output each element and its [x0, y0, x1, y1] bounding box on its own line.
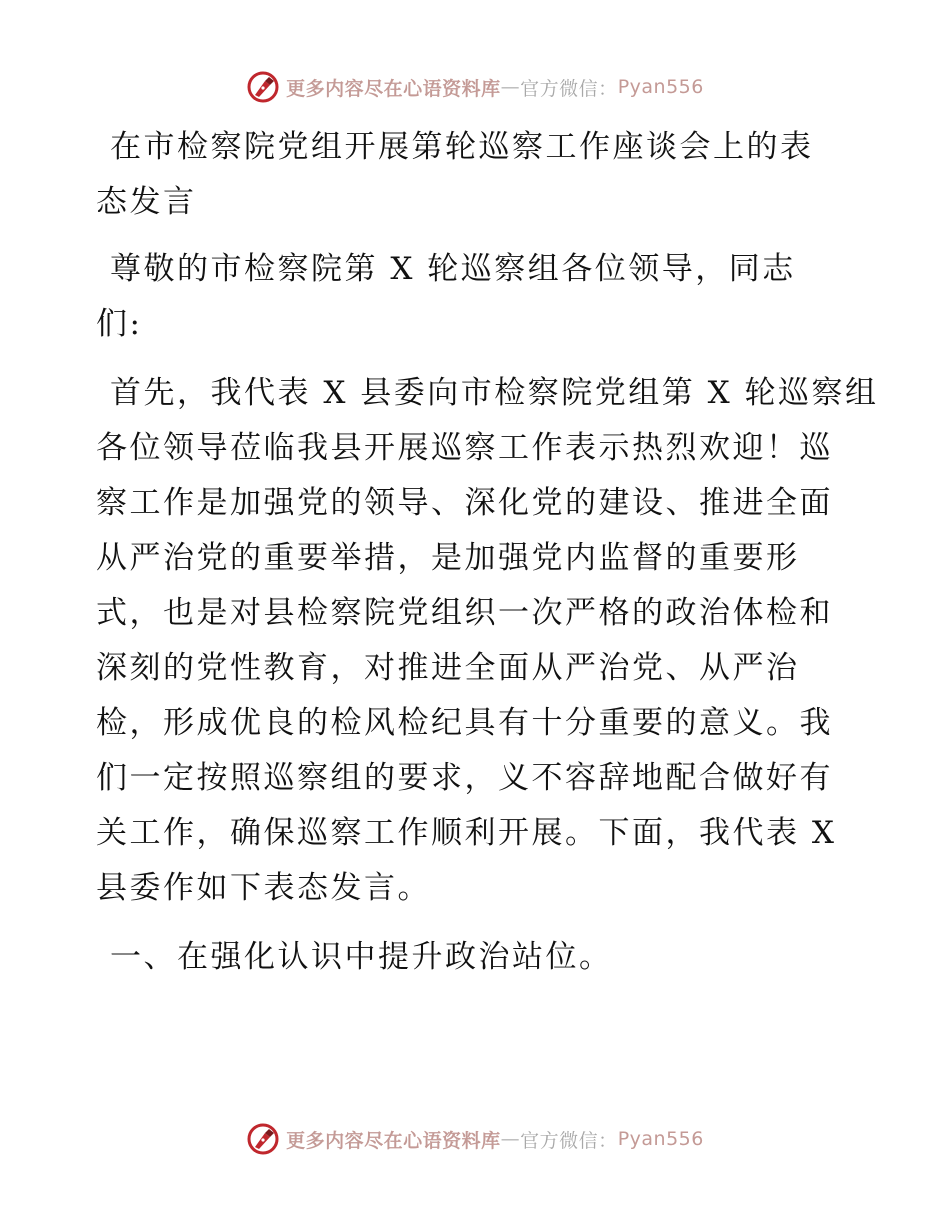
salutation-line-2: 们:	[96, 306, 143, 342]
paragraph-line-10: 县委作如下表态发言。	[96, 870, 431, 906]
header-watermark	[0, 70, 950, 104]
watermark-dash: —	[500, 76, 521, 98]
paragraph-line-1: 首先，我代表 X 县委向市检察院党组第 X 轮巡察组	[110, 375, 879, 411]
watermark-wechat-label: 官方微信：	[520, 1129, 618, 1152]
footer-watermark	[0, 1122, 950, 1156]
paragraph-line-4: 从严治党的重要举措，是加强党内监督的重要形	[96, 540, 800, 576]
document-title-line-1: 在市检察院党组开展第轮巡察工作座谈会上的表	[110, 129, 814, 165]
paragraph-line-3: 察工作是加强党的领导、深化党的建设、推进全面	[96, 485, 833, 521]
watermark-dash: —	[500, 1128, 521, 1150]
pen-nib-icon	[246, 70, 280, 104]
watermark-main-text: 更多内容尽在心语资料库	[286, 1129, 501, 1152]
document-body	[96, 120, 879, 985]
paragraph-line-2: 各位领导莅临我县开展巡察工作表示热烈欢迎！巡	[96, 430, 833, 466]
watermark-wechat-label: 官方微信：	[520, 77, 618, 100]
paragraph-line-6: 深刻的党性教育，对推进全面从严治党、从严治	[96, 650, 800, 686]
watermark-wechat-id: Pyan556	[617, 76, 704, 98]
paragraph-line-8: 们一定按照巡察组的要求，义不容辞地配合做好有	[96, 760, 833, 796]
paragraph-line-7: 检，形成优良的检风检纪具有十分重要的意义。我	[96, 705, 833, 741]
paragraph-line-5: 式，也是对县检察院党组织一次严格的政治体检和	[96, 595, 833, 631]
watermark-wechat-id: Pyan556	[617, 1128, 704, 1150]
watermark-main-text: 更多内容尽在心语资料库	[286, 77, 501, 100]
salutation-line-1: 尊敬的市检察院第 X 轮巡察组各位领导，同志	[110, 251, 796, 287]
section-heading: 一、在强化认识中提升政治站位。	[110, 939, 613, 975]
paragraph-line-9: 关工作，确保巡察工作顺利开展。下面，我代表 X	[96, 815, 837, 851]
pen-nib-icon	[246, 1122, 280, 1156]
document-title-line-2: 态发言	[96, 184, 197, 220]
